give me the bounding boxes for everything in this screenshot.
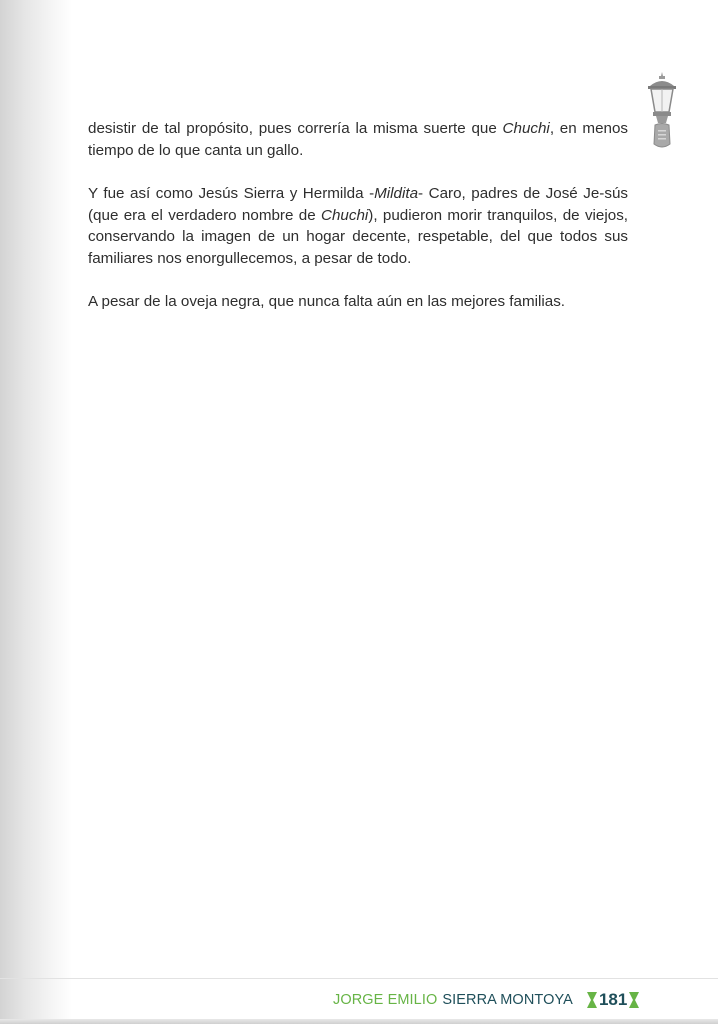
page-footer xyxy=(333,989,639,1011)
author-last-name: SIERRA MONTOYA xyxy=(442,992,573,1008)
author-first-name: JORGE EMILIO xyxy=(333,992,438,1008)
text-run: A pesar de la oveja negra, que nunca falta aún en las mejores familias. xyxy=(88,293,566,310)
page-number: 181 xyxy=(598,990,628,1009)
hourglass-ornament-icon xyxy=(587,992,597,1008)
paragraph-1 xyxy=(88,118,628,161)
text-run: , en menos tiempo de lo que canta un gallo. xyxy=(88,120,628,159)
text-run: desistir de tal propósito, pues correría la misma suerte que xyxy=(88,120,503,137)
text-run: - Caro, padres de José Je-sús (que era el verdadero nombre de xyxy=(88,185,628,224)
hourglass-ornament-icon xyxy=(629,992,639,1008)
body-text xyxy=(88,118,628,335)
italic-run: Mildita xyxy=(374,185,419,202)
page-gutter-shadow xyxy=(0,0,72,1024)
street-lamp-icon xyxy=(642,70,682,154)
paragraph-2 xyxy=(88,183,628,269)
text-run: ), pudieron morir tranquilos, de viejos, conservando la imagen de un hogar decente, respetable, del que todos sus familiares nos enorgullecemos, a pesar de todo. xyxy=(88,206,629,267)
paragraph-3 xyxy=(88,291,628,313)
italic-run: Chuchi xyxy=(321,206,369,224)
footer-edge xyxy=(0,1019,718,1024)
footer-divider xyxy=(0,978,718,979)
text-run: Y fue así como Jesús Sierra y Hermilda - xyxy=(88,185,375,202)
italic-run: Chuchi xyxy=(502,120,550,137)
